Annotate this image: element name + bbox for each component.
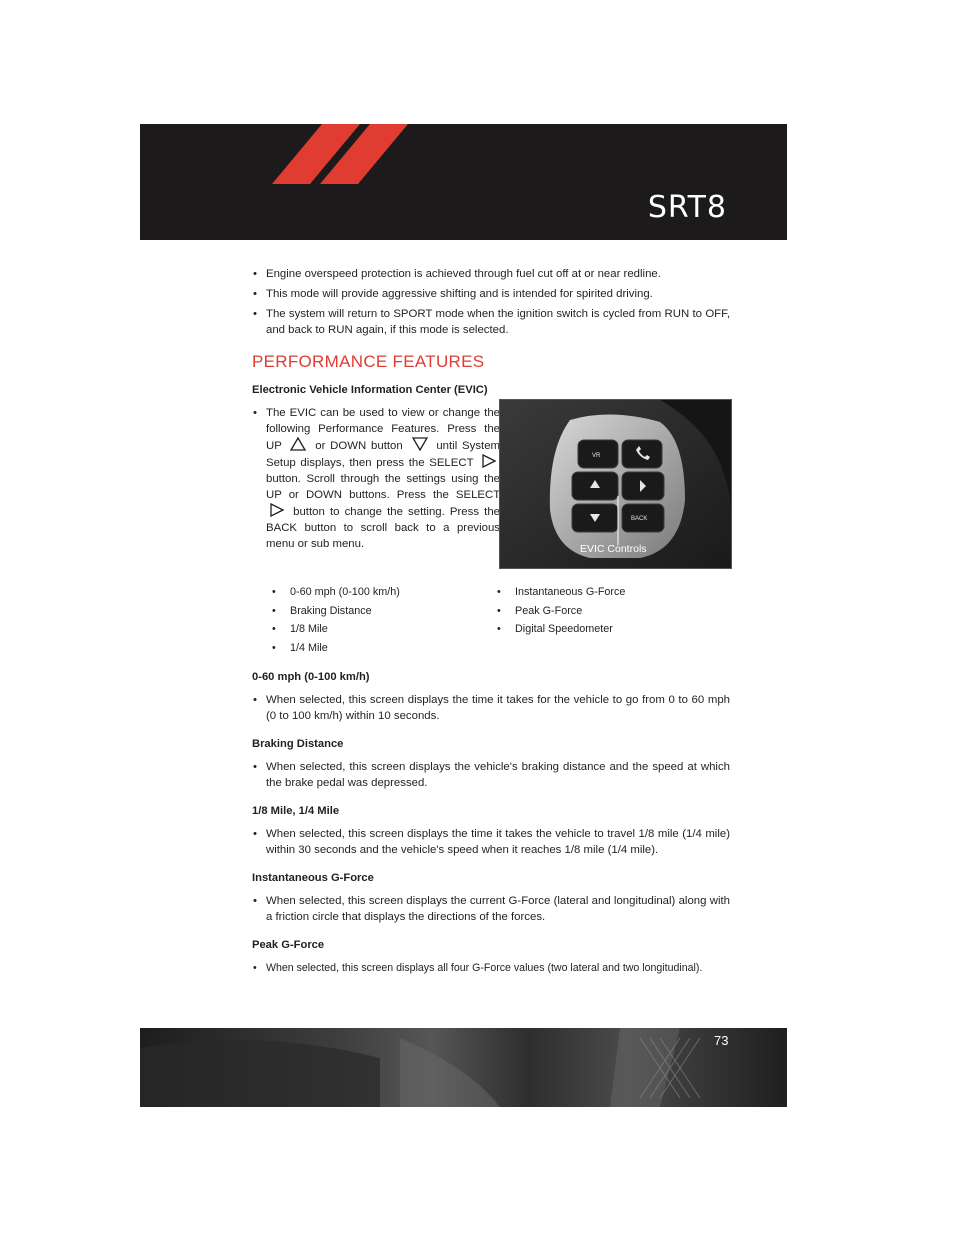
feature-item: • Digital Speedometer [497, 620, 722, 639]
detail-heading: 0-60 mph (0-100 km/h) [252, 671, 370, 683]
detail-text: • When selected, this screen displays the time it takes for the vehicle to go from 0 to 60 mph (0 to 100 km/h) within 10 seconds. [252, 692, 730, 724]
footer-photo [140, 1028, 787, 1107]
evic-text-part: or DOWN button [315, 440, 403, 452]
racing-stripes-logo [272, 124, 422, 184]
detail-heading: Instantaneous G-Force [252, 872, 374, 884]
detail-text: • When selected, this screen displays the current G-Force (lateral and longitudinal) along with a friction circle that displays the directions of the forces. [252, 893, 730, 925]
feature-item: • Instantaneous G-Force [497, 583, 722, 602]
evic-image-caption: EVIC Controls [580, 543, 647, 555]
detail-heading: Peak G-Force [252, 939, 325, 951]
evic-text-part: button. Scroll through the settings using the UP or DOWN buttons. Press the SELECT [266, 473, 500, 501]
evic-text-part: button to change the setting. Press the BACK button to scroll back to a previous menu or sub menu. [266, 506, 500, 550]
evic-controls-photo [499, 399, 732, 569]
detail-text: • When selected, this screen displays the time it takes the vehicle to travel 1/8 mile (1/4 mile) within 30 seconds and the vehicle's speed when it reaches 1/8 mile (1/4 mile). [252, 826, 730, 858]
intro-bullet: • Engine overspeed protection is achieved through fuel cut off at or near redline. [252, 266, 730, 282]
detail-heading: 1/8 Mile, 1/4 Mile [252, 805, 340, 817]
evic-description [252, 405, 500, 552]
intro-bullet: • This mode will provide aggressive shifting and is intended for spirited driving. [252, 286, 730, 302]
feature-item: • 1/4 Mile [272, 639, 497, 658]
evic-text-part: until System Setup displays, then press the SELECT [266, 440, 501, 469]
detail-text: • When selected, this screen displays all four G-Force values (two lateral and two longitudinal). [252, 960, 730, 976]
right-triangle-icon [270, 503, 284, 517]
detail-heading: Braking Distance [252, 738, 344, 750]
page-number: 73 [714, 1033, 729, 1048]
evic-text-part: The EVIC can be used to view or change the following Performance Features. Press the UP [266, 407, 500, 452]
section-title: SRT8 [647, 190, 727, 225]
feature-item: • Braking Distance [272, 602, 497, 621]
right-triangle-icon [482, 454, 496, 468]
performance-heading: PERFORMANCE FEATURES [252, 352, 485, 371]
feature-item: • 0-60 mph (0-100 km/h) [272, 583, 497, 602]
back-button-label: BACK [631, 516, 648, 522]
header-band [140, 124, 787, 240]
evic-heading: Electronic Vehicle Information Center (EVIC) [252, 384, 488, 396]
down-triangle-icon [412, 437, 428, 451]
feature-item: • Peak G-Force [497, 602, 722, 621]
feature-item: • 1/8 Mile [272, 620, 497, 639]
vr-button-label: VR [592, 453, 601, 459]
evic-section [252, 405, 730, 575]
footer-band [140, 1028, 787, 1107]
page-content [252, 266, 730, 980]
detail-text: • When selected, this screen displays the vehicle's braking distance and the speed at which the brake pedal was depressed. [252, 759, 730, 791]
features-list [272, 583, 730, 657]
up-triangle-icon [290, 437, 306, 451]
intro-bullet: • The system will return to SPORT mode when the ignition switch is cycled from RUN to OFF, and back to RUN again, if this mode is selected. [252, 306, 730, 338]
